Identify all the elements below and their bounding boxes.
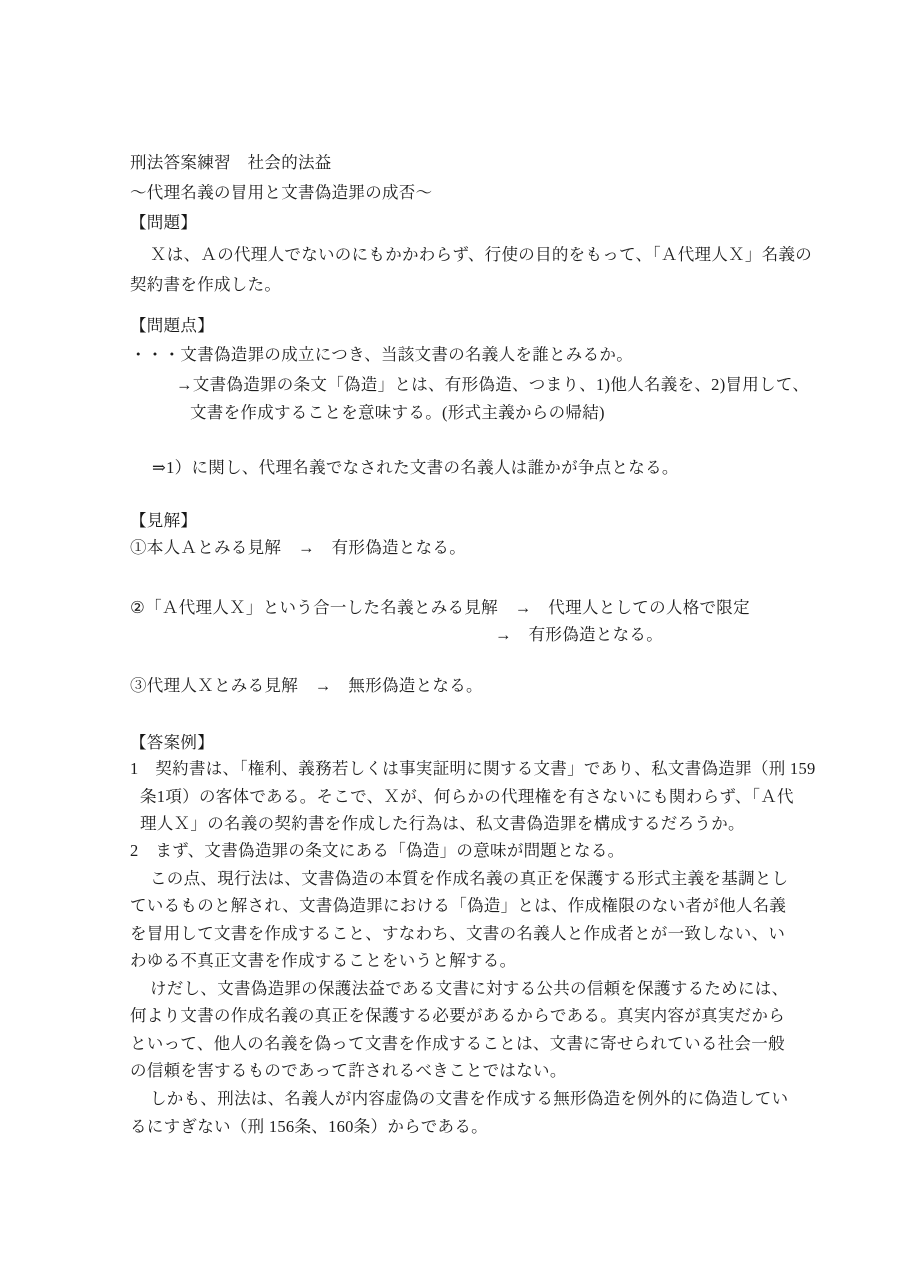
views-heading: 【見解】 [130,511,198,530]
issue-main-line: ・・・文書偽造罪の成立につき、当該文書の名義人を誰とみるか。 [130,345,634,364]
answer-line: この点、現行法は、文書偽造の本質を作成名義の真正を保護する形式主義を基調とし [150,869,789,888]
answer-heading: 【答案例】 [130,733,214,752]
view-3-line: ③代理人Ｘとみる見解 → 無形偽造となる。 [130,676,483,695]
issue-arrow-continuation-line: 文書を作成することを意味する。(形式主義からの帰結) [190,403,605,422]
answer-line: ているものと解され、文書偽造罪における「偽造」とは、作成権限のない者が他人名義 [130,896,787,915]
answer-line: を冒用して文書を作成すること、すなわち、文書の名義人と作成者とが一致しない、い [130,924,786,943]
problem-text-line-2: 契約書を作成した。 [130,275,282,294]
answer-line: 条1項）の客体である。そこで、Ｘが、何らかの代理権を有さないにも関わらず、「Ａ代 [140,787,794,806]
answer-line: といって、他人の名義を偽って文書を作成することは、文書に寄せられている社会一般 [130,1034,785,1053]
answer-line: 理人Ｘ」の名義の契約書を作成した行為は、私文書偽造罪を構成するだろうか。 [140,814,745,833]
issue-conclusion-line: ⇒1）に関し、代理名義でなされた文書の名義人は誰かが争点となる。 [152,458,679,477]
answer-line: 何より文書の作成名義の真正を保護する必要があるからである。真実内容が真実だから [130,1006,786,1025]
issues-heading: 【問題点】 [130,316,214,335]
answer-line: の信頼を害するものであって許されるべきことではない。 [130,1061,567,1080]
answer-line: るにすぎない（刑 156条、160条）からである。 [130,1117,488,1136]
answer-line: しかも、刑法は、名義人が内容虚偽の文書を作成する無形偽造を例外的に偽造してい [150,1089,789,1108]
doc-subtitle: ～代理名義の冒用と文書偽造罪の成否～ [130,183,433,202]
view-1-line: ①本人Ａとみる見解 → 有形偽造となる。 [130,538,466,557]
answer-line: けだし、文書偽造罪の保護法益である文書に対する公共の信頼を保護するためには、 [150,979,789,998]
answer-line: 1 契約書は、「権利、義務若しくは事実証明に関する文書」であり、私文書偽造罪（刑 159 [130,759,816,778]
issue-arrow-line: →文書偽造罪の条文「偽造」とは、有形偽造、つまり、1)他人名義を、2)冒用して、 [176,375,810,394]
answer-line: わゆる不真正文書を作成することをいうと解する。 [130,951,517,970]
doc-title: 刑法答案練習 社会的法益 [130,153,332,172]
answer-line: 2 まず、文書偽造罪の条文にある「偽造」の意味が問題となる。 [130,841,625,860]
view-2-line-1: ②「Ａ代理人Ｘ」という合一した名義とみる見解 → 代理人としての人格で限定 [130,598,750,617]
problem-heading: 【問題】 [130,213,198,232]
problem-text-line-1: Ｘは、Ａの代理人でないのにもかかわらず、行使の目的をもって、「Ａ代理人Ｘ」名義の [150,245,813,264]
view-2-line-2: → 有形偽造となる。 [495,625,663,644]
